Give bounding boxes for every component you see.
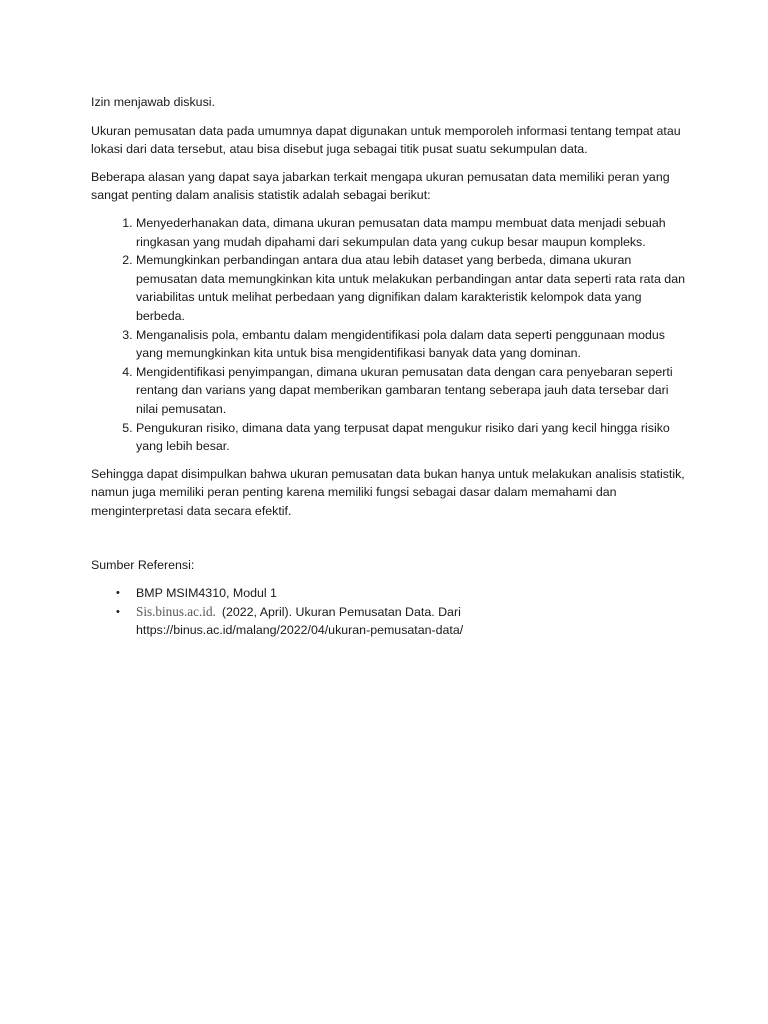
document-page (91, 93, 691, 640)
references-list (91, 584, 691, 640)
reference-text: BMP MSIM4310, Modul 1 (136, 586, 277, 601)
greeting-text: Izin menjawab diskusi. (91, 95, 215, 109)
list-item: 4. Mengidentifikasi penyimpangan, dimana ukuran pemusatan data dengan cara penyebaran seperti rentang dan varians yang dapat memberikan gambaran tentang seberapa jauh data tersebar dari nilai pemusatan. (136, 363, 691, 419)
bullet-icon: • (116, 605, 120, 618)
list-item (116, 603, 691, 640)
blank-line (91, 529, 691, 556)
paragraph-conclusion: Sehingga dapat disimpulkan bahwa ukuran pemusatan data bukan hanya untuk melakukan analisis statistik, namun juga memiliki peran penting karena memiliki fungsi sebagai dasar dalam memahami dan menginterpretasi data secara efektif. (91, 466, 685, 518)
list-item: 2. Memungkinkan perbandingan antara dua atau lebih dataset yang berbeda, dimana ukuran pemusatan data memungkinkan kita untuk melakukan perbandingan antar data seperti rata rata dan variabilitas untuk melihat perbedaan yang dignifikan dalam karakteristik kelompok data yang berbeda. (136, 251, 691, 325)
reference-text: (2022, April). Ukuran Pemusatan Data. Dari https://binus.ac.id/malang/2022/04/ukuran-pemusatan-data/ (136, 604, 464, 638)
list-item: 1. Menyederhanakan data, dimana ukuran pemusatan data mampu membuat data menjadi sebuah ringkasan yang mudah dipahami dari sekumpulan data yang cukup besar maupun kompleks. (136, 214, 691, 251)
paragraph-reasons-intro: Beberapa alasan yang dapat saya jabarkan terkait mengapa ukuran pemusatan data memiliki peran yang sangat penting dalam analisis statistik adalah sebagai berikut: (91, 169, 670, 203)
bullet-icon: • (116, 587, 120, 600)
list-item: 3. Menganalisis pola, embantu dalam mengidentifikasi pola dalam data seperti penggunaan modus yang memungkinkan kita untuk bisa mengidentifikasi banyak data yang dominan. (136, 326, 691, 363)
list-item (116, 584, 691, 603)
paragraph-definition: Ukuran pemusatan data pada umumnya dapat digunakan untuk memporoleh informasi tentang tempat atau lokasi dari data tersebut, atau bisa disebut juga sebagai titik pusat suatu sekumpulan data. (91, 123, 681, 157)
reasons-list (91, 214, 691, 456)
list-item: 5. Pengukuran risiko, dimana data yang terpusat dapat mengukur risiko dari yang kecil hingga risiko yang lebih besar. (136, 419, 691, 456)
reference-site: Sis.binus.ac.id. (136, 603, 216, 619)
references-heading: Sumber Referensi: (91, 558, 195, 573)
